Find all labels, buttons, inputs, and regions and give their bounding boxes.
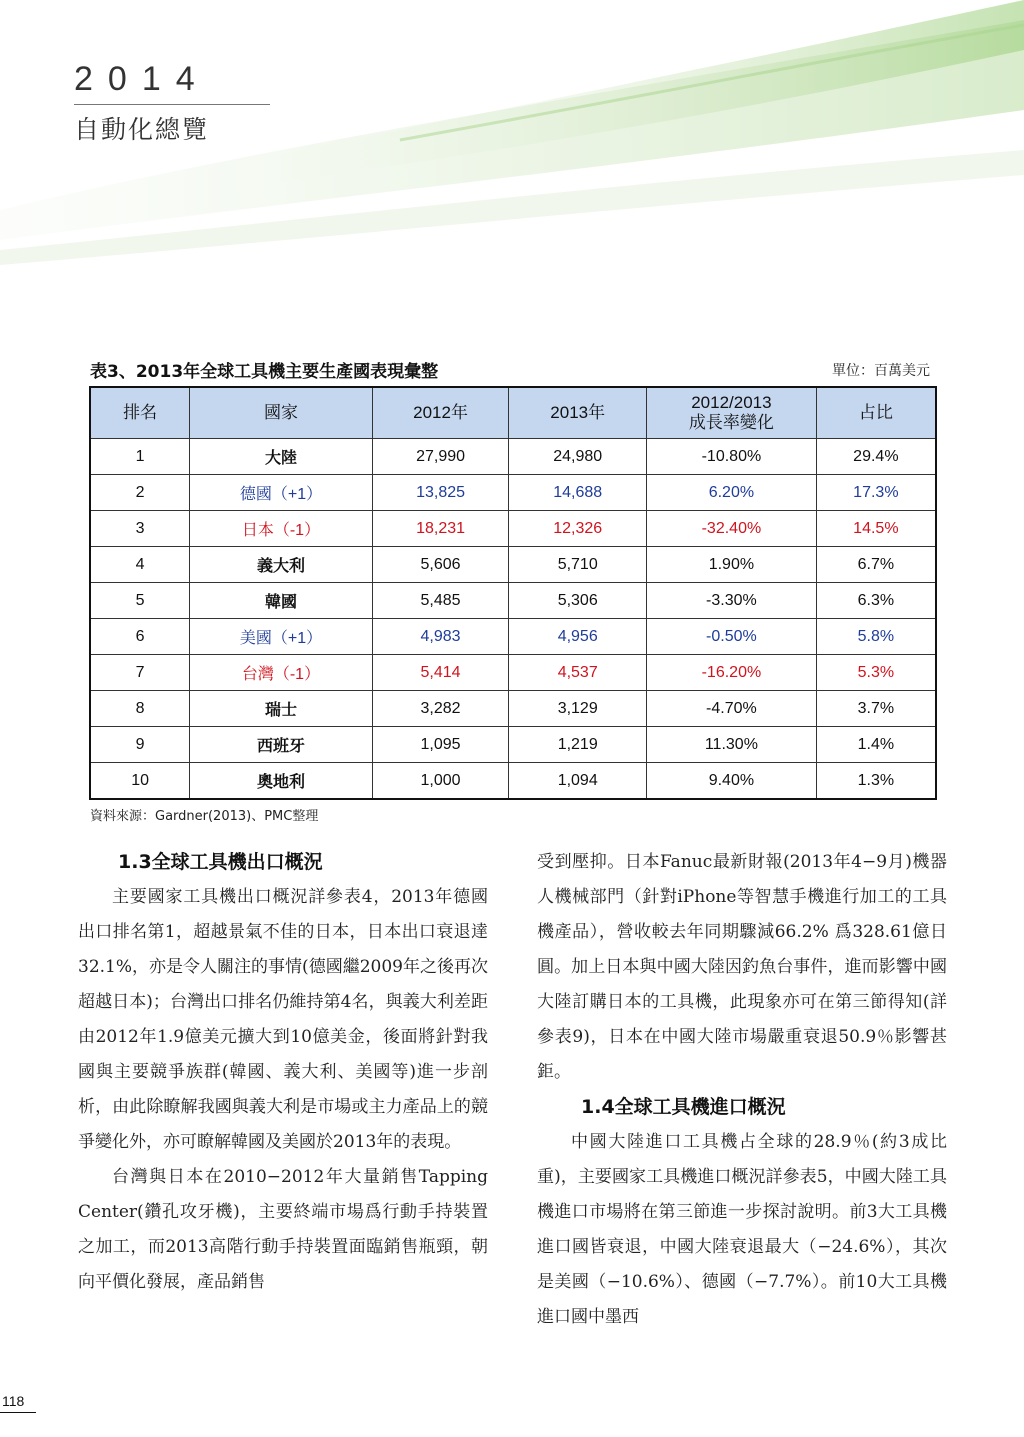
publication-title: 自動化總覽 <box>74 115 210 144</box>
paragraph: 受到壓抑。日本Fanuc最新財報(2013年4−9月)機器人機械部門（針對iPhone等智慧手機進行加工的工具機產品），營收較去年同期驟減66.2% 爲328.61億日圓。加上日本與中國大陸因釣魚台事件，進而影響中國大陸訂購日本的工具機，此現象亦可在第三節得知(詳參表9)，日本在中國大陸市場嚴重衰退50.9％影響甚鉅。 <box>537 852 947 1082</box>
value-2012-cell: 1,000 <box>372 763 509 800</box>
growth-cell: 11.30% <box>647 727 817 763</box>
value-2013-cell: 4,537 <box>509 655 647 691</box>
table-row <box>90 547 936 583</box>
country-cell: 義大利 <box>190 547 373 583</box>
value-2012-cell: 4,983 <box>372 619 509 655</box>
header-2012: 2012年 <box>372 387 509 439</box>
value-2012-cell: 5,485 <box>372 583 509 619</box>
rank-cell: 1 <box>90 439 190 475</box>
left-text-column <box>78 845 488 1300</box>
table-row <box>90 691 936 727</box>
header-growth-label: 成長率變化 <box>688 413 774 432</box>
section-heading-import: 1.4全球工具機進口概況 <box>581 1096 786 1118</box>
table-row <box>90 619 936 655</box>
growth-cell: -4.70% <box>647 691 817 727</box>
header-swoosh-graphic <box>0 0 1024 300</box>
paragraph: 主要國家工具機出口概況詳參表4，2013年德國出口排名第1，超越景氣不佳的日本，日本出口衰退達32.1%，亦是令人關注的事情(德國繼2009年之後再次超越日本)；台灣出口排名仍維持第4名，與義大利差距由2012年1.9億美元擴大到10億美金，後面將針對我國與主要競爭族群(韓國、義大利、美國等)進一步剖析，由此除瞭解我國與義大利是市場或主力產品上的競爭變化外，亦可瞭解韓國及美國於2013年的表現。 <box>78 887 488 1152</box>
rank-cell: 6 <box>90 619 190 655</box>
rank-cell: 10 <box>90 763 190 800</box>
value-2012-cell: 13,825 <box>372 475 509 511</box>
page-number-rule <box>0 1412 36 1413</box>
growth-cell: -3.30% <box>647 583 817 619</box>
share-cell: 5.8% <box>816 619 936 655</box>
header-rank: 排名 <box>90 387 190 439</box>
table-row <box>90 727 936 763</box>
growth-cell: -32.40% <box>647 511 817 547</box>
share-cell: 17.3% <box>816 475 936 511</box>
country-cell: 美國（+1） <box>190 619 373 655</box>
value-2013-cell: 14,688 <box>509 475 647 511</box>
table-row <box>90 439 936 475</box>
country-cell: 瑞士 <box>190 691 373 727</box>
value-2013-cell: 12,326 <box>509 511 647 547</box>
share-cell: 5.3% <box>816 655 936 691</box>
growth-cell: 1.90% <box>647 547 817 583</box>
country-cell: 日本（-1） <box>190 511 373 547</box>
rank-cell: 4 <box>90 547 190 583</box>
header-divider <box>74 104 270 105</box>
growth-cell: -10.80% <box>647 439 817 475</box>
growth-cell: 9.40% <box>647 763 817 800</box>
share-cell: 6.7% <box>816 547 936 583</box>
value-2012-cell: 1,095 <box>372 727 509 763</box>
growth-cell: -16.20% <box>647 655 817 691</box>
paragraph: 台灣與日本在2010−2012年大量銷售Tapping Center(鑽孔攻牙機)，主要終端市場爲行動手持裝置之加工，而2013高階行動手持裝置面臨銷售瓶頸，朝向平價化發展，產品銷售 <box>78 1167 488 1292</box>
table-caption: 表3、2013年全球工具機主要生產國表現彙整 <box>90 362 439 382</box>
table-row <box>90 583 936 619</box>
table-source-note: 資料來源：Gardner(2013)、PMC整理 <box>90 809 319 824</box>
share-cell: 3.7% <box>816 691 936 727</box>
page-number: 118 <box>2 1393 25 1409</box>
section-heading-export: 1.3全球工具機出口概況 <box>118 851 323 873</box>
header-growth-period: 2012/2013 <box>691 393 772 412</box>
header-2013: 2013年 <box>509 387 647 439</box>
growth-cell: -0.50% <box>647 619 817 655</box>
value-2012-cell: 5,414 <box>372 655 509 691</box>
value-2013-cell: 1,094 <box>509 763 647 800</box>
rank-cell: 3 <box>90 511 190 547</box>
value-2012-cell: 3,282 <box>372 691 509 727</box>
value-2013-cell: 5,306 <box>509 583 647 619</box>
value-2013-cell: 5,710 <box>509 547 647 583</box>
table-row <box>90 511 936 547</box>
value-2013-cell: 3,129 <box>509 691 647 727</box>
country-cell: 德國（+1） <box>190 475 373 511</box>
rank-cell: 5 <box>90 583 190 619</box>
rank-cell: 7 <box>90 655 190 691</box>
value-2013-cell: 4,956 <box>509 619 647 655</box>
table-header-row <box>90 387 936 439</box>
country-cell: 大陸 <box>190 439 373 475</box>
rank-cell: 2 <box>90 475 190 511</box>
table-row <box>90 655 936 691</box>
share-cell: 29.4% <box>816 439 936 475</box>
value-2012-cell: 18,231 <box>372 511 509 547</box>
right-text-column <box>537 845 947 1335</box>
paragraph: 中國大陸進口工具機占全球的28.9％(約3成比重)，主要國家工具機進口概況詳參表5，中國大陸工具機進口市場將在第三節進一步探討說明。前3大工具機進口國皆衰退，中國大陸衰退最大（−24.6%），其次是美國（−10.6%）、德國（−7.7%）。前10大工具機進口國中墨西 <box>537 1132 947 1327</box>
value-2013-cell: 24,980 <box>509 439 647 475</box>
country-cell: 韓國 <box>190 583 373 619</box>
rank-cell: 8 <box>90 691 190 727</box>
table-row <box>90 763 936 800</box>
publication-year: 2014 <box>74 60 210 98</box>
value-2013-cell: 1,219 <box>509 727 647 763</box>
share-cell: 1.4% <box>816 727 936 763</box>
header-share: 占比 <box>816 387 936 439</box>
share-cell: 14.5% <box>816 511 936 547</box>
rank-cell: 9 <box>90 727 190 763</box>
table-unit: 單位：百萬美元 <box>832 363 930 379</box>
country-cell: 台灣（-1） <box>190 655 373 691</box>
growth-cell: 6.20% <box>647 475 817 511</box>
production-ranking-table <box>89 386 937 800</box>
country-cell: 西班牙 <box>190 727 373 763</box>
header-growth <box>647 387 817 439</box>
value-2012-cell: 5,606 <box>372 547 509 583</box>
table-row <box>90 475 936 511</box>
share-cell: 6.3% <box>816 583 936 619</box>
header-country: 國家 <box>190 387 373 439</box>
share-cell: 1.3% <box>816 763 936 800</box>
value-2012-cell: 27,990 <box>372 439 509 475</box>
country-cell: 奧地利 <box>190 763 373 800</box>
